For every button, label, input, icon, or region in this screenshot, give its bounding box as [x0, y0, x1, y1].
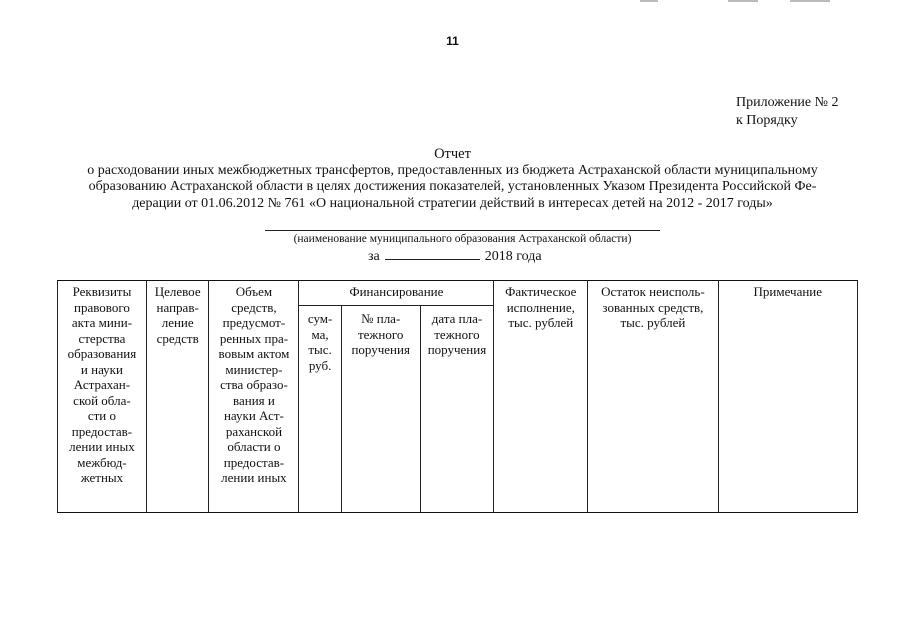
- period-prefix: за: [368, 249, 380, 264]
- header-volume: Объем средств, предусмот- ренных пра- вовым актом министер- ства образо- вания и науки Аст- раханской области о предостав- лении иных: [209, 281, 299, 513]
- report-period: [368, 248, 542, 265]
- period-suffix: 2018 года: [484, 249, 542, 264]
- municipality-field: [265, 230, 660, 246]
- table-header-row: [58, 281, 858, 306]
- municipality-fill-line: [265, 230, 660, 231]
- header-purpose: Целевое направ- ление средств: [146, 281, 209, 513]
- period-blank-line: [385, 248, 480, 260]
- header-actual: Фактическое исполнение, тыс. рублей: [494, 281, 588, 513]
- report-subtitle-line-1: о расходовании иных межбюджетных трансфертов, предоставленных из бюджета Астраханской области муниципальному: [87, 162, 818, 178]
- header-financing: Финансирование: [299, 281, 494, 306]
- appendix-label: [736, 94, 839, 130]
- report-heading: Отчет: [434, 146, 471, 162]
- appendix-line-2: к Порядку: [736, 113, 798, 128]
- subheader-order-date: дата пла- тежного поручения: [420, 306, 494, 513]
- scan-artifact: [790, 0, 830, 2]
- header-note: Примечание: [718, 281, 857, 513]
- municipality-caption: (наименование муниципального образования Астраханской области): [293, 233, 632, 245]
- subheader-order-number: № пла- тежного поручения: [341, 306, 420, 513]
- report-title: [40, 146, 865, 212]
- report-table: [57, 280, 858, 513]
- page-number: 11: [446, 34, 459, 48]
- header-remainder: Остаток неисполь- зованных средств, тыс. рублей: [588, 281, 718, 513]
- header-requisites: Реквизиты правового акта мини- стерства образования и науки Астрахан- ской обла- сти о предостав- лении иных межбюд- жетных: [58, 281, 147, 513]
- scan-artifact: [728, 0, 758, 2]
- subheader-sum: сум- ма, тыс. руб.: [299, 306, 341, 513]
- scan-artifact: [640, 0, 658, 2]
- report-subtitle-line-2: образованию Астраханской области в целях достижения показателей, установленных Указом Президента Российской Фе-: [88, 179, 817, 194]
- report-subtitle-line-3: дерации от 01.06.2012 № 761 «О национальной стратегии действий в интересах детей на 2012 - 2017 годы»: [132, 195, 773, 211]
- appendix-line-1: Приложение № 2: [736, 95, 839, 110]
